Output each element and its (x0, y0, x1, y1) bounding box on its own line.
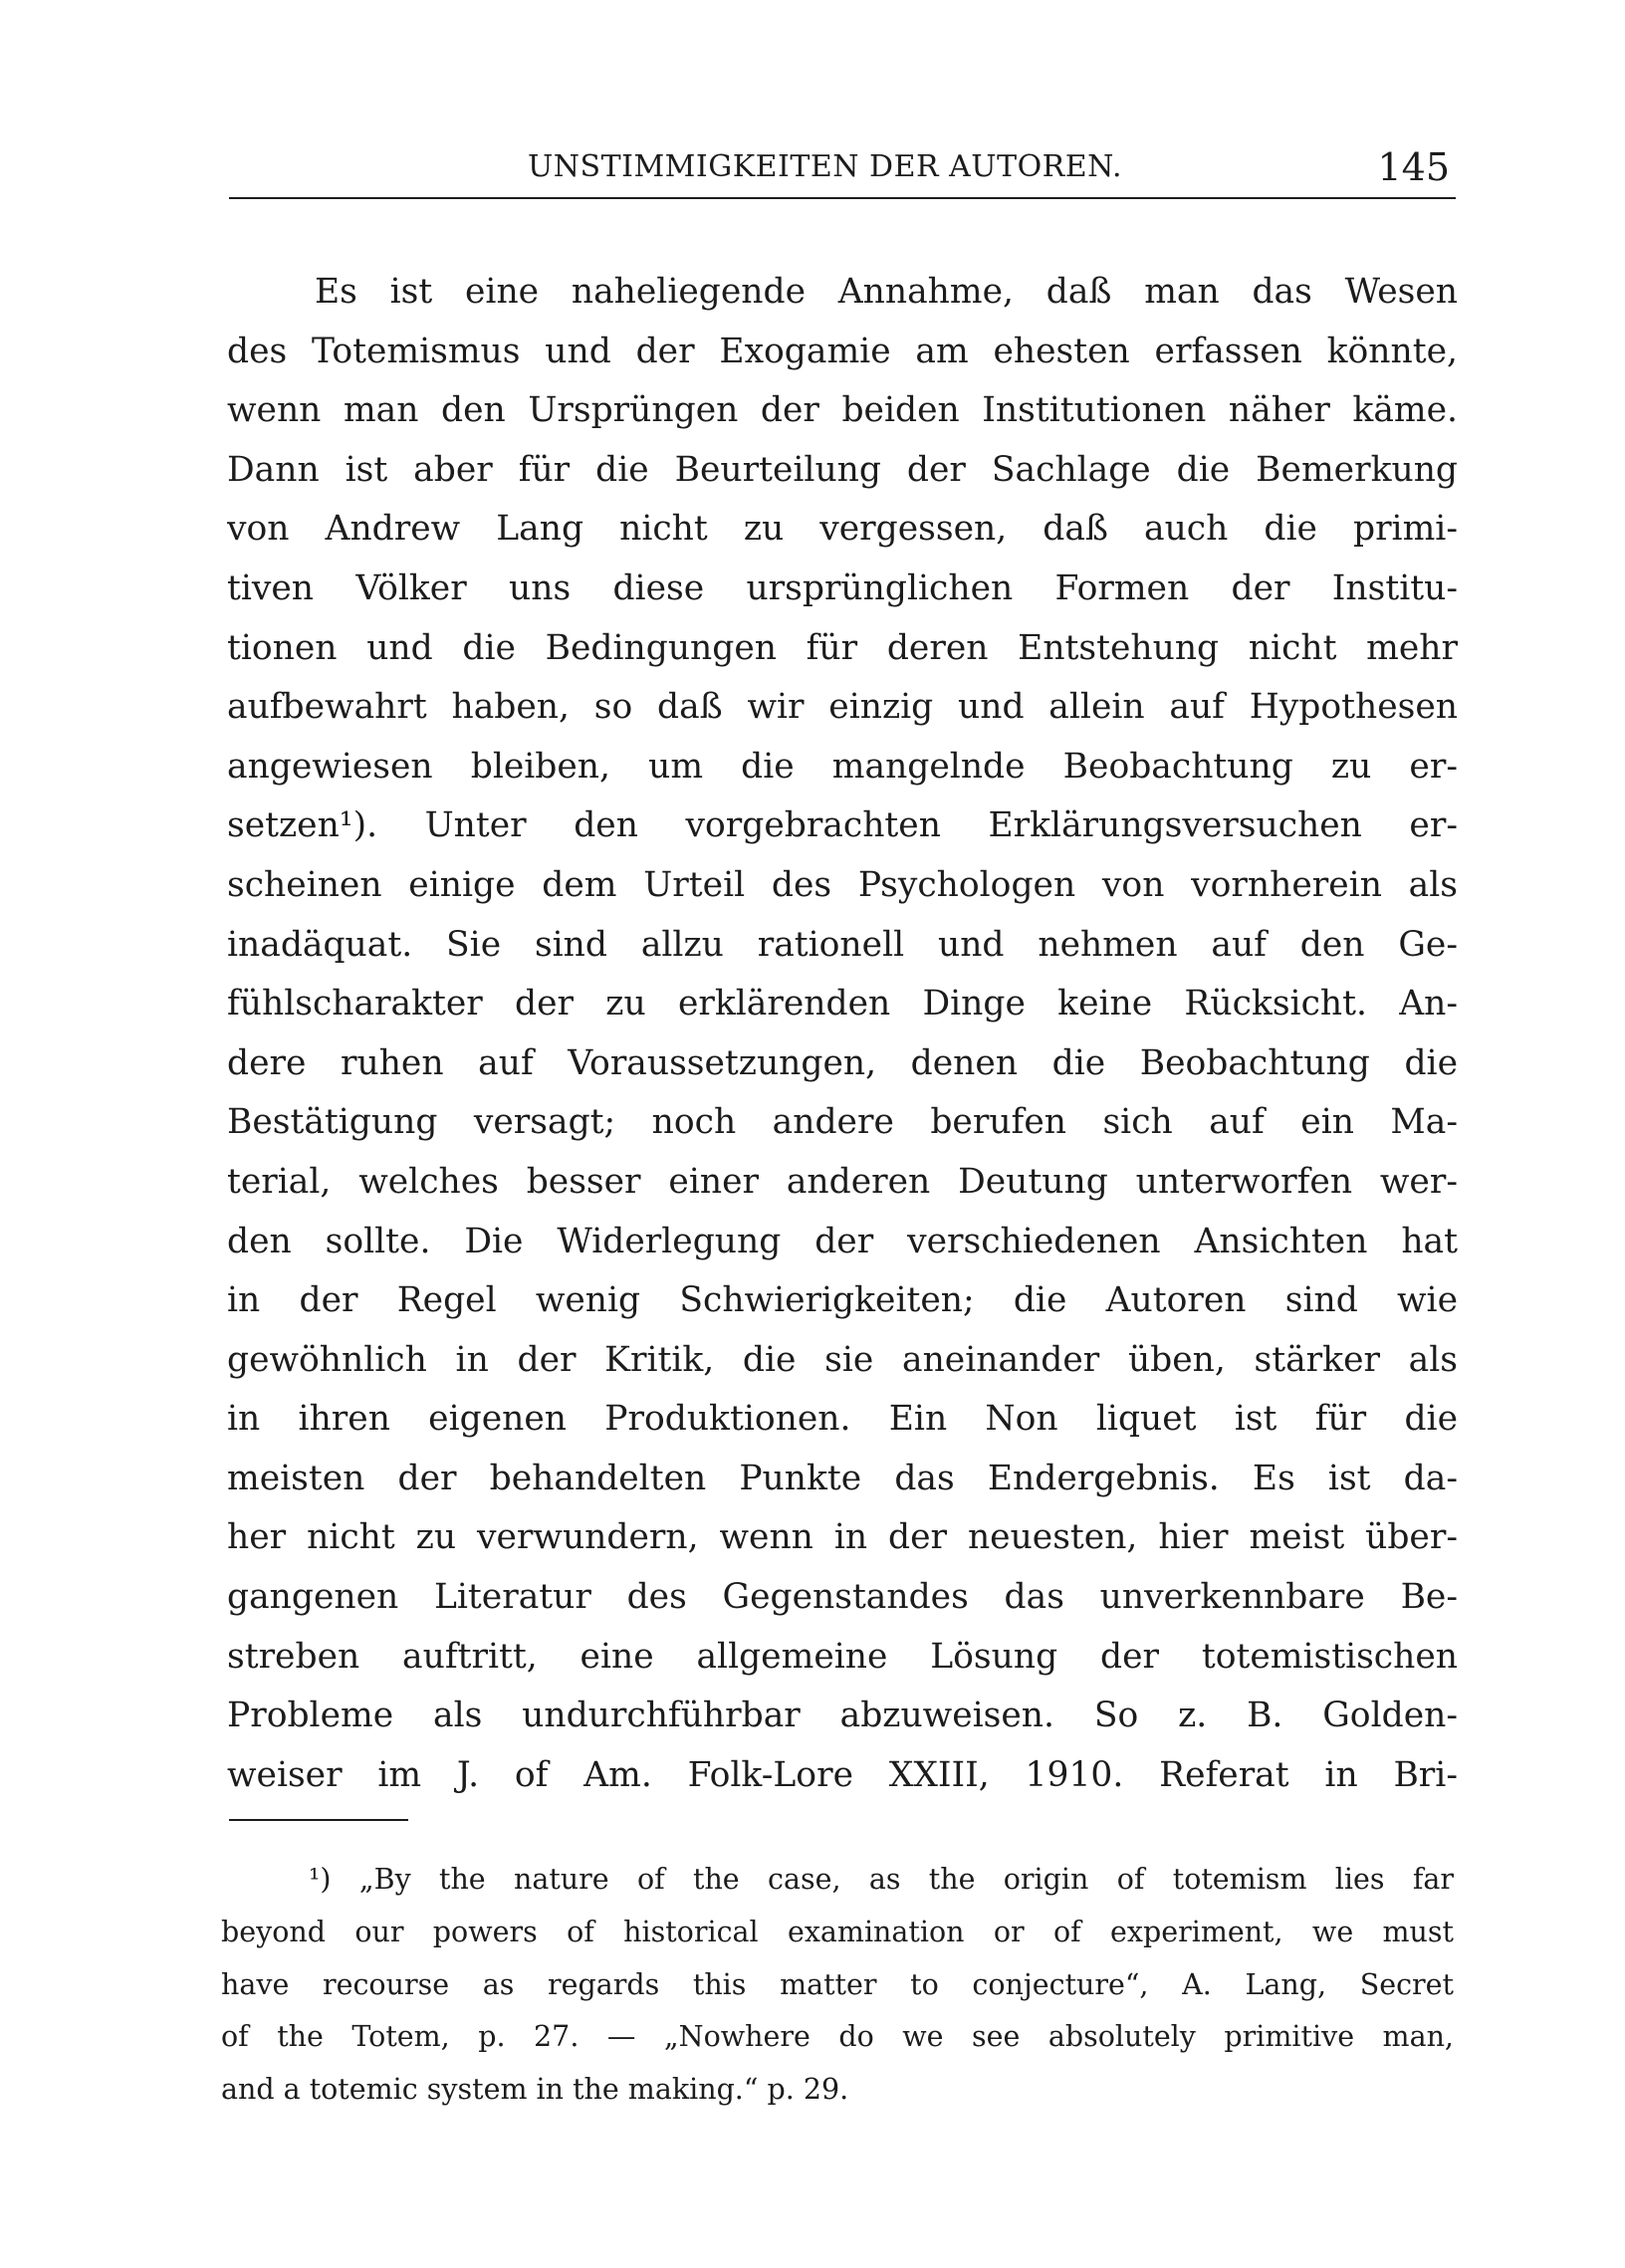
footnote-line: ¹) „By the nature of the case, as the origin of totemism lies far (309, 1863, 1454, 1896)
body-line: des Totemismus und der Exogamie am ehesten erfassen könnte, (227, 331, 1458, 371)
body-line: meisten der behandelten Punkte das Endergebnis. Es ist da- (227, 1458, 1458, 1498)
body-line: her nicht zu verwundern, wenn in der neuesten, hier meist über- (227, 1517, 1458, 1558)
body-line: in ihren eigenen Produktionen. Ein Non liquet ist für die (227, 1399, 1458, 1440)
footnote-rule (229, 1819, 408, 1821)
body-line: dere ruhen auf Voraussetzungen, denen die Beobachtung die (227, 1042, 1458, 1083)
body-line: von Andrew Lang nicht zu vergessen, daß auch die primi- (227, 509, 1458, 550)
page-number: 145 (1377, 145, 1450, 189)
body-line: Probleme als undurchführbar abzuweisen. So z. B. Golden- (227, 1696, 1458, 1736)
body-line: gewöhnlich in der Kritik, die sie aneinander üben, stärker als (227, 1339, 1458, 1380)
footnote (221, 1854, 1454, 2117)
body-line: Bestätigung versagt; noch andere berufen sich auf ein Ma- (227, 1102, 1458, 1143)
footnote-line: beyond our powers of historical examination or of experiment, we must (221, 1915, 1454, 1948)
body-line: terial, welches besser einer anderen Deutung unterworfen wer- (227, 1161, 1458, 1202)
body-line: wenn man den Ursprüngen der beiden Institutionen näher käme. (227, 390, 1458, 431)
main-text (227, 263, 1458, 1805)
body-line: setzen¹). Unter den vorgebrachten Erklärungsversuchen er- (227, 805, 1458, 846)
body-line: aufbewahrt haben, so daß wir einzig und allein auf Hypothesen (227, 687, 1458, 728)
body-line: gangenen Literatur des Gegenstandes das unverkennbare Be- (227, 1577, 1458, 1618)
running-title: UNSTIMMIGKEITEN DER AUTOREN. (528, 149, 1123, 184)
body-line: weiser im J. of Am. Folk-Lore XXIII, 1910. Referat in Bri- (227, 1754, 1458, 1795)
footnote-line: of the Totem, p. 27. — „Nowhere do we see absolutely primitive man, (221, 2020, 1454, 2054)
page-header (229, 145, 1456, 193)
body-line: den sollte. Die Widerlegung der verschiedenen Ansichten hat (227, 1221, 1458, 1261)
body-line: inadäquat. Sie sind allzu rationell und nehmen auf den Ge- (227, 924, 1458, 965)
body-line: in der Regel wenig Schwierigkeiten; die Autoren sind wie (227, 1280, 1458, 1321)
body-line: streben auftritt, eine allgemeine Lösung der totemistischen (227, 1636, 1458, 1677)
body-line: tiven Völker uns diese ursprünglichen Formen der Institu- (227, 567, 1458, 608)
header-rule (229, 197, 1456, 199)
footnote-line: and a totemic system in the making.“ p. 29. (221, 2073, 849, 2107)
body-line: Es ist eine naheliegende Annahme, daß man das Wesen (315, 272, 1458, 312)
body-line: fühlscharakter der zu erklärenden Dinge keine Rücksicht. An- (227, 984, 1458, 1024)
body-line: tionen und die Bedingungen für deren Entstehung nicht mehr (227, 627, 1458, 668)
body-line: scheinen einige dem Urteil des Psychologen von vornherein als (227, 864, 1458, 905)
body-line: Dann ist aber für die Beurteilung der Sachlage die Bemerkung (227, 449, 1458, 490)
footnote-line: have recourse as regards this matter to conjecture“, A. Lang, Secret (221, 1967, 1454, 2001)
body-line: angewiesen bleiben, um die mangelnde Beobachtung zu er- (227, 746, 1458, 787)
